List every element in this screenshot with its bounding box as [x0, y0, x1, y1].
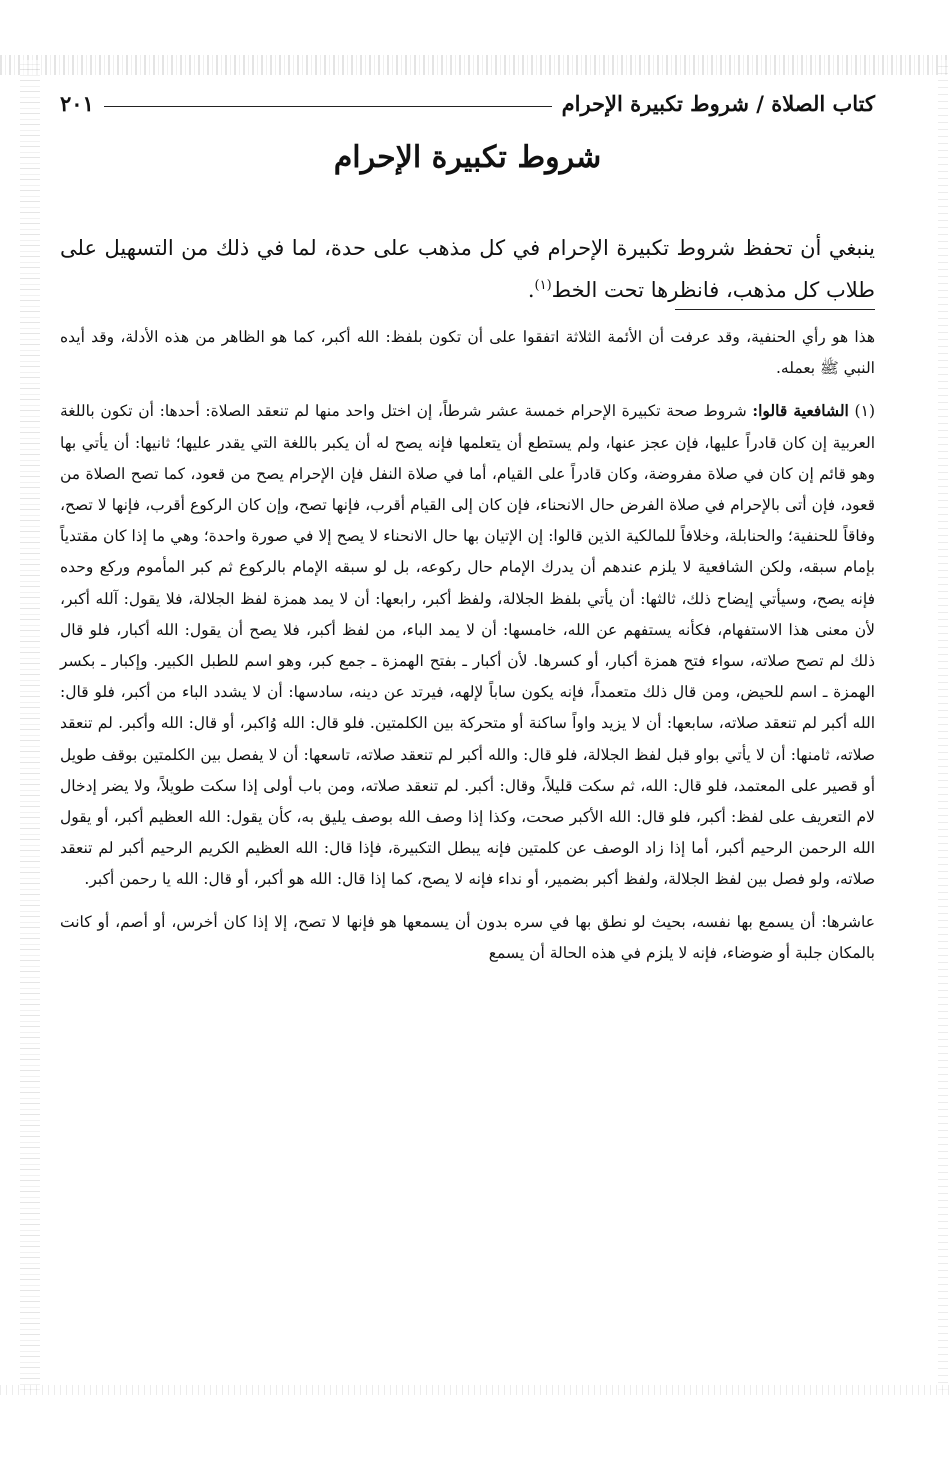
page-number: ٢٠١ [60, 90, 94, 116]
running-head-rule [104, 106, 552, 107]
footnotes [60, 322, 875, 969]
running-head-title: كتاب الصلاة / شروط تكبيرة الإحرام [561, 90, 875, 116]
scan-edge-left [20, 60, 40, 1390]
intro-end: . [527, 278, 535, 302]
footnote-1-tenth-condition: عاشرها: أن يسمع بها نفسه، بحيث لو نطق بها في سره بدون أن يسمعها هو فإنها لا تصح، إلا إذا كان أخرس، أو أصم، أو كانت بالمكان جلبة أو ضوضاء، فإنه لا يلزم في هذه الحالة أن يسمع [60, 912, 875, 962]
intro-paragraph [60, 229, 875, 309]
footnote-separator [675, 309, 875, 310]
intro-text: ينبغي أن تحفظ شروط تكبيرة الإحرام في كل مذهب على حدة، لما في ذلك من التسهيل على طلاب كل مذهب، فانظرها تحت الخط [60, 236, 875, 302]
footnote-reference[interactable]: (١) [534, 278, 552, 293]
chapter-title: شروط تكبيرة الإحرام [333, 140, 602, 175]
scan-edge-right [938, 60, 948, 1390]
footnote-1-lead: الشافعية قالوا: [752, 401, 849, 421]
scan-edge-top [0, 55, 950, 75]
scan-edge-bottom [0, 1385, 950, 1395]
footnote-1 [60, 395, 875, 895]
running-head [60, 88, 875, 118]
footnote-continuation: هذا هو رأي الحنفية، وقد عرفت أن الأئمة الثلاثة اتفقوا على أن تكون بلفظ: الله أكبر، كما هو الظاهر من هذه الأدلة، وقد أيده النبي ﷺ بعمله. [60, 328, 875, 378]
footnote-1-marker: (١) [854, 402, 875, 421]
footnote-1-body: شروط صحة تكبيرة الإحرام خمسة عشر شرطاً، إن اختل واحد منها لم تنعقد الصلاة: أحدها: أن تكون باللغة العربية إن كان قادراً عليها، فإن عجز عنها، ولم يستطع أن يتعلمها فإنه يصح له أن يكبر باللغة التي يقدر عليها؛ ثانيها: أن يأتي بها وهو قائم إن كان في صلاة مفروضة، وكان قادراً على القيام، أما في صلاة النفل فإن الإحرام يصح من قعود، كما تصح الصلاة من قعود، فإن أتى بالإحرام في صلاة الفرض حال الانحناء، فإن كان إلى القيام أقرب، فإنها تصح، وإن كان الركوع أقرب، فإنها لا تصح، وفاقاً للحنفية؛ والحنابلة، وخلافاً للمالكية الذين قالوا: إن الإتيان بها حال الانحناء لا يصح إلا في صورة واحدة؛ وهي ما إذا كان مقتدياً بإمام سبقه، ولكن الشافعية لا يلزم عندهم أن يدرك الإمام حال ركوعه، بل لو سبقه الإمام بالركوع ثم كبر المأموم وركع وحده فإنه يصح، وسيأتي إيضاح ذلك، ثالثها: أن يأتي بلفظ الجلالة، ولفظ أكبر، رابعها: أن لا يمد همزة لفظ الجلالة، فلا يقول: آلله أكبر، لأن معنى هذا الاستفهام، فكأنه يستفهم عن الله، خامسها: أن لا يمد الباء، من لفظ أكبر، فلا يصح أن يقول: الله أكبار، فلو قال ذلك لم تصح صلاته، سواء فتح همزة أكبار، أو كسرها. لأن أكبار ـ بفتح الهمزة ـ جمع كبر، وهو اسم للطبل الكبير. وإكبار ـ بكسر الهمزة ـ اسم للحيض، ومن قال ذلك متعمداً، فإنه يكون ساباً لإلهه، فيرتد عن دينه، سادسها: أن لا يشدد الباء من أكبر، فلو قال: الله أكبر لم تنعقد صلاته، سابعها: أن لا يزيد واواً ساكنة أو متحركة بين الكلمتين. فلو قال: الله وُاكبر، أو قال: الله وأكبر. لم تنعقد صلاته، ثامنها: أن لا يأتي بواو قبل لفظ الجلالة، فلو قال: والله أكبر لم تنعقد صلاته، تاسعها: أن لا يفصل بين الكلمتين بوقف طويل أو قصير على المعتمد، فلو قال: الله، ثم سكت قليلاً، وقال: أكبر. لم تنعقد صلاته، ومن باب أولى إذا سكت طويلاً، ولا يضر إدخال لام التعريف على لفظ: أكبر، فلو قال: الله الأكبر صحت، وكذا إذا وصف الله بوصف يليق به، كأن يقول: الله العظيم أكبر، أو يقول الله الرحمن الرحيم أكبر، أما إذا زاد الوصف عن كلمتين فإنه يبطل التكبيرة، فإذا قال: الله العظيم الكريم الرحيم أكبر لم تنعقد صلاته، ولو فصل بين لفظ الجلالة، ولفظ أكبر بضمير، أو نداء فإنه لا يصح، كما إذا قال: الله هو أكبر، أو قال: الله يا رحمن أكبر. [60, 402, 875, 889]
